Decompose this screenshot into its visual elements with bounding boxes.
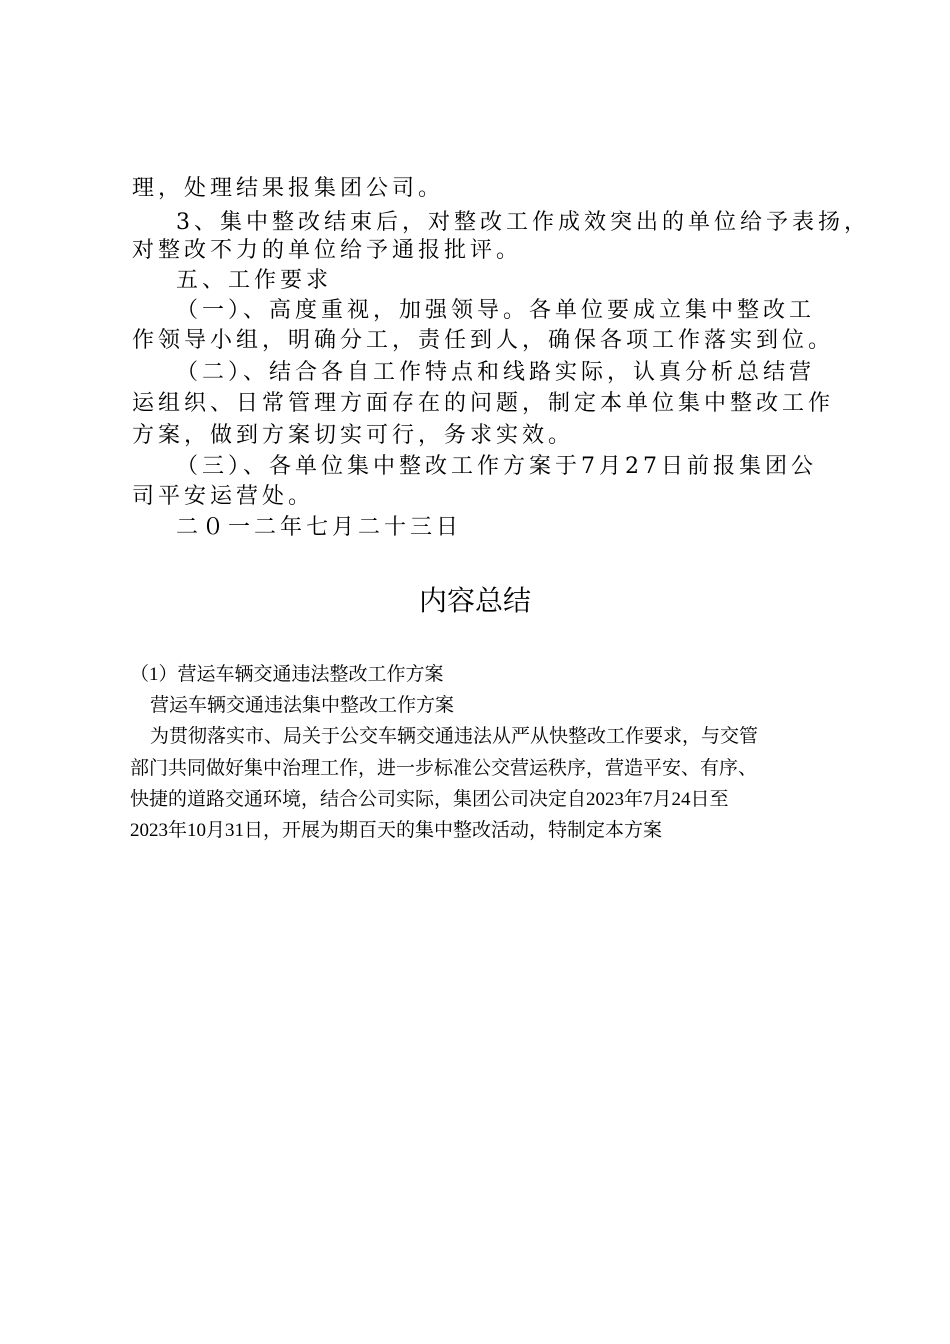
body-line: （一）、高度重视，加强领导。各单位要成立集中整改工 [176, 298, 816, 323]
summary-title: 内容总结 [418, 584, 531, 617]
body-line: 司平安运营处。 [132, 484, 315, 509]
body-line: 运组织、日常管理方面存在的问题，制定本单位集中整改工作 [132, 391, 835, 416]
body-line: 3、集中整改结束后，对整改工作成效突出的单位给予表扬， [176, 210, 870, 235]
document-date: 二０一二年七月二十三日 [176, 515, 463, 540]
summary-line: 为贯彻落实市、局关于公交车辆交通违法从严从快整改工作要求，与交管 [150, 726, 759, 747]
body-line: （三）、各单位集中整改工作方案于7月27日前报集团公 [176, 454, 817, 479]
body-line: 作领导小组，明确分工，责任到人，确保各项工作落实到位。 [132, 328, 835, 353]
section-heading: 五、工作要求 [176, 268, 333, 293]
summary-line: 部门共同做好集中治理工作，进一步标准公交营运秩序，营造平安、有序、 [130, 758, 758, 779]
summary-line: 快捷的道路交通环境，结合公司实际，集团公司决定自2023年7月24日至 [130, 789, 729, 810]
body-line: 理，处理结果报集团公司。 [132, 176, 445, 201]
summary-line: （1）营运车辆交通违法整改工作方案 [130, 664, 444, 685]
body-line: （二）、结合各自工作特点和线路实际，认真分析总结营 [176, 360, 816, 385]
summary-line: 2023年10月31日，开展为期百天的集中整改活动，特制定本方案 [130, 820, 663, 841]
summary-line: 营运车辆交通违法集中整改工作方案 [150, 695, 455, 716]
body-line: 对整改不力的单位给予通报批评。 [132, 238, 523, 263]
body-line: 方案，做到方案切实可行，务求实效。 [132, 423, 575, 448]
